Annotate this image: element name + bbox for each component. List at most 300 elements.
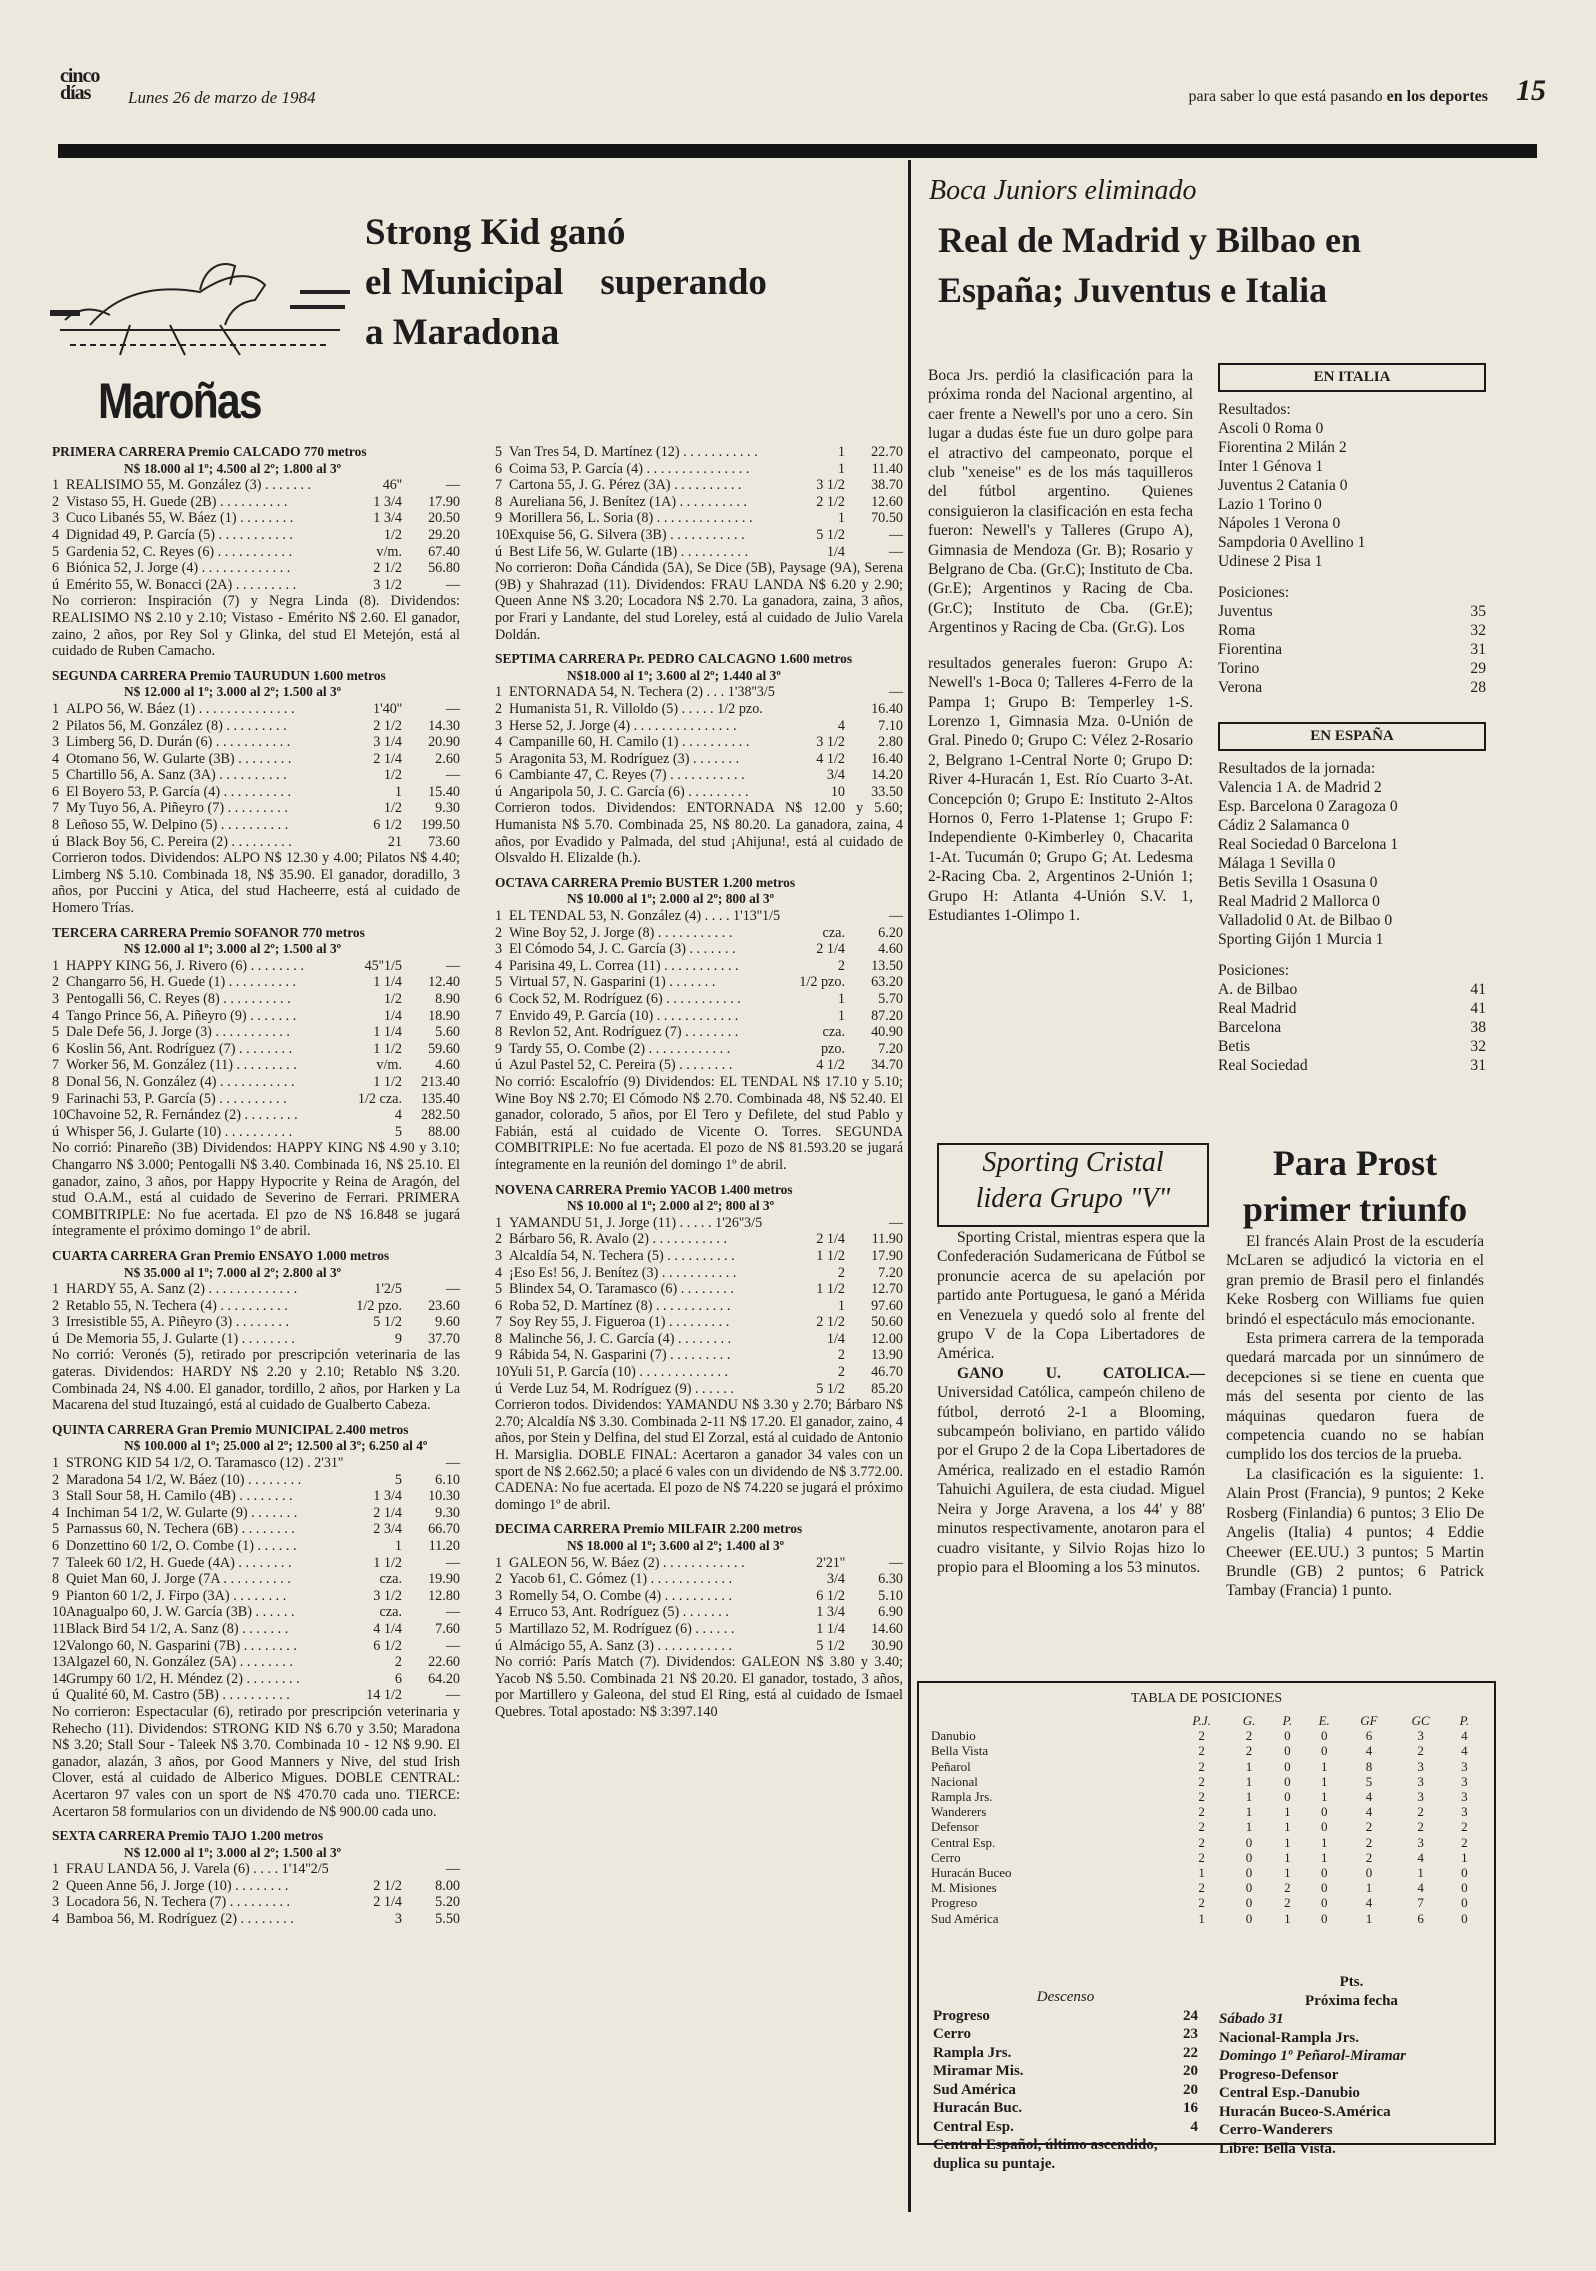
margin: 3 1/2: [816, 477, 845, 494]
race-result-row: [495, 1638, 903, 1655]
horse-jockey: ENTORNADA 54, N. Techera (2) . . . 1'38''3/5: [509, 684, 775, 701]
position-row: [933, 2007, 1198, 2026]
stat-value: 0: [1245, 1849, 1253, 1865]
margin: 6 1/2: [373, 1637, 402, 1654]
race-result-row: [495, 974, 903, 991]
finish-position: 7: [495, 1007, 503, 1024]
horse-jockey: Anagualpo 60, J. W. García (3B) . . . . . .: [66, 1604, 295, 1621]
odds: 2.80: [878, 734, 903, 751]
race-result-row: [52, 1555, 460, 1572]
stat-value: 2: [1245, 1728, 1253, 1744]
stat-value: 1: [1245, 1758, 1253, 1774]
standings-header: [927, 1713, 1482, 1728]
race-heading: PRIMERA CARRERA Premio CALCADO 770 metros: [52, 444, 367, 459]
horse-jockey: HARDY 55, A. Sanz (2) . . . . . . . . . . . . .: [66, 1281, 298, 1298]
odds: 34.70: [871, 1057, 903, 1074]
horse-jockey: Cuco Libanés 55, W. Báez (1) . . . . . . . .: [66, 510, 294, 527]
margin: 2 1/2: [816, 493, 845, 510]
finish-position: 5: [52, 1024, 60, 1041]
col-header: GF: [1360, 1713, 1378, 1728]
odds: —: [445, 1637, 460, 1654]
odds: —: [888, 526, 903, 543]
odds: 15.40: [428, 783, 460, 800]
horse-jockey: Tardy 55, O. Combe (2) . . . . . . . . . . . .: [509, 1040, 731, 1057]
race-result-row: [495, 1008, 903, 1025]
race-heading: SEPTIMA CARRERA Pr. PEDRO CALCAGNO 1.600 metros: [495, 651, 853, 667]
race-prize: N$ 12.000 al 1º; 3.000 al 2º; 1.500 al 3º: [124, 684, 342, 700]
result-line: Sporting Gijón 1 Murcia 1: [1218, 931, 1384, 948]
odds: 12.80: [428, 1587, 460, 1604]
odds: 12.40: [428, 974, 460, 991]
odds: 7.20: [878, 1264, 903, 1281]
stat-value: 1: [1417, 1865, 1424, 1881]
horse-jockey: Best Life 56, W. Gularte (1B) . . . . . . . . . .: [509, 543, 749, 560]
table-row: [927, 1911, 1482, 1926]
margin: 9: [394, 1330, 402, 1347]
odds: 29.20: [428, 526, 460, 543]
horse-jockey: GALEON 56, W. Báez (2) . . . . . . . . . . . .: [509, 1554, 745, 1571]
horse-jockey: Bamboa 56, M. Rodríguez (2) . . . . . . . .: [66, 1911, 294, 1928]
margin: 2: [837, 957, 845, 974]
stat-value: 1: [1320, 1849, 1328, 1865]
finish-position: ú: [495, 783, 503, 800]
odds: 16.40: [871, 750, 903, 767]
margin: 2 1/4: [816, 1231, 845, 1248]
finish-position: 12: [52, 1637, 67, 1654]
finish-position: ú: [495, 1380, 503, 1397]
stat-value: 3: [1417, 1758, 1424, 1774]
horse-jockey: Azul Pastel 52, C. Pereira (5) . . . . . . . .: [509, 1057, 733, 1074]
horse-jockey: Verde Luz 54, M. Rodríguez (9) . . . . . .: [509, 1380, 734, 1397]
finish-position: 3: [52, 991, 60, 1007]
finish-position: 8: [52, 817, 60, 834]
margin: 5 1/2: [816, 1637, 845, 1654]
team-name: Real Madrid: [1218, 1000, 1297, 1017]
table-row: [927, 1850, 1482, 1865]
stat-value: 3: [1461, 1758, 1468, 1774]
horse-jockey: Chartillo 56, A. Sanz (3A) . . . . . . . . . .: [66, 767, 287, 784]
finish-position: ú: [52, 576, 60, 593]
margin: 1: [394, 1538, 402, 1554]
team-name: Cerro: [931, 1849, 961, 1865]
race-notes: No corrió: Escalofrío (9) Dividendos: EL TENDAL N$ 17.10 y 5.10; Wine Boy N$ 2.70; El Cómodo N$ 2.70. Combinada 48, N$ 52.40. El ganador, colorado, 5 años, por El Tero y Defilete, del stud Pablo y Fabián, está al cuidado de Vicente O. Torres. SEGUNDA COMBITRIPLE: No fue acertada. El pozo de N$ 81.593.20 se jugará íntegramente en la reunión del domingo 1º de abril.: [495, 1073, 903, 1173]
race-heading: SEGUNDA CARRERA Premio TAURUDUN 1.600 metros: [52, 667, 386, 683]
finish-position: 6: [495, 767, 503, 784]
odds: 46.70: [871, 1364, 903, 1381]
odds: 11.20: [428, 1538, 460, 1554]
margin: 1 3/4: [373, 493, 402, 510]
horse-jockey: Cartona 55, J. G. Pérez (3A) . . . . . . . . . .: [509, 477, 742, 494]
margin: [797, 684, 845, 701]
page-header: [50, 64, 1546, 107]
finish-position: ú: [52, 833, 60, 850]
horse-jockey: FRAU LANDA 56, J. Varela (6) . . . . 1'14''2/5: [66, 1861, 329, 1878]
table-row: [927, 1895, 1482, 1910]
result-line: Valencia 1 A. de Madrid 2: [1218, 779, 1382, 796]
margin: 2 1/2: [373, 1877, 402, 1894]
stat-value: 7: [1417, 1895, 1424, 1911]
team-points: 24: [1183, 2007, 1198, 2024]
stat-value: 0: [1461, 1880, 1468, 1896]
team-name: Verona: [1218, 679, 1263, 696]
finish-position: 9: [495, 1347, 503, 1364]
odds: 56.80: [428, 560, 460, 577]
finish-position: 1: [52, 477, 60, 494]
race-notes: Corrieron todos. Dividendos: ALPO N$ 12.30 y 4.00; Pilatos N$ 4.40; Limberg N$ 5.10. Combinada 18, N$ 35.90. El ganador, doradillo, 3 años, por Puccini y Atica, del stud Hacheerre, está al cuidado de Homero Trías.: [52, 850, 460, 917]
prost-headline: Para Prost primer triunfo: [1242, 1143, 1468, 1229]
position-row: [1218, 602, 1486, 621]
odds: 213.40: [420, 1073, 460, 1090]
odds: 70.50: [871, 510, 903, 527]
race-result-row: [495, 1215, 903, 1232]
col-header: P.: [1459, 1713, 1470, 1728]
margin: 2 1/4: [373, 1504, 402, 1521]
odds: 14.60: [871, 1620, 903, 1637]
race-result-row: [495, 1231, 903, 1248]
position-row: [1218, 980, 1486, 999]
odds: 9.30: [435, 800, 460, 817]
race-result-row: [52, 544, 460, 561]
odds: —: [445, 700, 460, 717]
race-result-row: [495, 1571, 903, 1588]
espana-results: EN ESPAÑA Resultados de la jornada: Valencia 1 A. de Madrid 2 Esp. Barcelona 0 Zaragoza 0 Cádiz 2 Salamanca 0 Real Sociedad 0 Barcelona 1 Málaga 1 Sevilla 0 Betis Sevilla 1 Osasuna 0 Real Madrid 2 Mallorca 0 Valladolid 0 At. de Bilbao 0 Sporting Gijón 1 Murcia 1 Posiciones: A. de Bilbao 41 Real Madrid 41 Barcelona 38 Betis 32 Real Sociedad 31: [1218, 722, 1486, 1075]
team-name: Central Esp.: [933, 2118, 1014, 2135]
horse-jockey: Limberg 56, D. Durán (6) . . . . . . . . . . .: [66, 734, 291, 751]
result-line: Ascoli 0 Roma 0: [1218, 420, 1324, 437]
horse-jockey: Parisina 49, L. Correa (11) . . . . . . . . . . .: [509, 957, 739, 974]
horse-jockey: Pilatos 56, M. González (8) . . . . . . . . .: [66, 717, 287, 734]
margin: 1 1/2: [816, 1281, 845, 1298]
horse-jockey: Wine Boy 52, J. Jorge (8) . . . . . . . . . . .: [509, 924, 733, 941]
finish-position: 3: [495, 1587, 503, 1604]
odds: 5.10: [878, 1587, 903, 1604]
race-result-row: [52, 1331, 460, 1348]
odds: 5.20: [435, 1894, 460, 1911]
race-result-row: [52, 718, 460, 735]
race-notes: No corrió: París Match (7). Dividendos: GALEON N$ 3.80 y 3.40; Yacob N$ 5.50. Combinada 21 N$ 20.20. El ganador, tostado, 3 años, por Martillero y Galeona, del stud El Ring, está al cuidado de Ismael Quebres. Total apostado: N$ 3:397.140: [495, 1654, 903, 1720]
margin: 3 1/4: [373, 734, 402, 751]
result-line: Udinese 2 Pisa 1: [1218, 553, 1323, 570]
stat-value: 1: [1284, 1849, 1291, 1865]
finish-position: 3: [52, 734, 60, 751]
race-result-row: [495, 1331, 903, 1348]
italia-results: EN ITALIA Resultados: Ascoli 0 Roma 0 Fiorentina 2 Milán 2 Inter 1 Génova 1 Juventus 2 Catania 0 Lazio 1 Torino 0 Nápoles 1 Verona 0 Sampdoria 0 Avellino 1 Udinese 2 Pisa 1 Posiciones: Juventus 35 Roma 32 Fiorentina 31 Torino 29 Verona 28: [1218, 363, 1486, 697]
horse-jockey: Donzettino 60 1/2, O. Combe (1) . . . . . .: [66, 1538, 297, 1554]
race-result-row: [495, 1347, 903, 1364]
stat-value: 1: [1245, 1804, 1253, 1820]
race-result-row: [52, 1074, 460, 1091]
stat-value: 4: [1365, 1789, 1373, 1805]
margin: 2: [837, 1364, 845, 1381]
stat-value: 0: [1320, 1804, 1328, 1820]
margin: 2 1/4: [816, 941, 845, 958]
odds: 14.30: [428, 717, 460, 734]
finish-position: 10: [495, 526, 510, 543]
horse-jockey: Humanista 51, R. Villoldo (5) . . . . . 1/2 pzo.: [509, 700, 763, 717]
odds: —: [445, 1455, 460, 1472]
stat-value: 0: [1245, 1834, 1253, 1850]
race-block: [52, 1248, 460, 1414]
odds: 16.40: [871, 700, 903, 717]
horse-jockey: Cambiante 47, C. Reyes (7) . . . . . . . . . . .: [509, 767, 745, 784]
margin: cza.: [379, 1571, 402, 1588]
next-fixture: Pts. Próxima fecha Sábado 31 Nacional-Rampla Jrs. Domingo 1º Peñarol-Miramar Progreso-Defensor Central Esp.-Danubio Huracán Buceo-S.América Cerro-Wanderers Libre: Bella Vista.: [1219, 1973, 1484, 2158]
margin: 1/2: [383, 800, 402, 817]
finish-position: 1: [52, 700, 60, 717]
odds: 9.30: [435, 1504, 460, 1521]
horse-jockey: Dignidad 49, P. García (5) . . . . . . . . . . .: [66, 526, 293, 543]
odds: 85.20: [871, 1380, 903, 1397]
finish-position: 3: [52, 1314, 60, 1331]
margin: 4: [394, 1107, 402, 1124]
race-prize: N$ 12.000 al 1º; 3.000 al 2º; 1.500 al 3º: [124, 941, 342, 957]
stat-value: 0: [1320, 1910, 1328, 1926]
margin: 1 1/4: [373, 1024, 402, 1041]
stat-value: 2: [1198, 1804, 1205, 1820]
margin: v/m.: [376, 1057, 402, 1074]
position-row: [1218, 1018, 1486, 1037]
finish-position: 8: [495, 493, 503, 510]
finish-position: 6: [495, 1297, 503, 1314]
finish-position: 6: [52, 783, 60, 800]
race-result-row: [495, 1057, 903, 1074]
result-line: Fiorentina 2 Milán 2: [1218, 439, 1347, 456]
odds: 5.60: [435, 1024, 460, 1041]
finish-position: 1: [52, 1281, 60, 1298]
margin: 5 1/2: [816, 1380, 845, 1397]
race-result-row: [52, 1281, 460, 1298]
margin: 1 1/4: [816, 1620, 845, 1637]
horse-jockey: ALPO 56, W. Báez (1) . . . . . . . . . . . . . .: [66, 700, 295, 717]
page-number: 15: [1516, 74, 1546, 107]
italia-box: EN ITALIA: [1218, 363, 1486, 392]
odds: 282.50: [420, 1107, 460, 1124]
prost-article: El francés Alain Prost de la escudería McLaren se adjudicó la victoria en el gran premio de Brasil pero el finlandés Keke Rosberg con Williams fue quien brindó el espectáculo más emocionante. Esta primera carrera de la temporada quedará marcada por un sinnúmero de decepciones si se tiene en cuenta que más del sesenta por ciento de las máquinas quedaron fuera de competencia cuando no se habían cumplido los dos tercios de la prueba. La clasificación es la siguiente: 1. Alain Prost (Francia), 9 puntos; 2 Keke Rosberg (Finlandia) 6 puntos; 3 Elio De Angelis (Italia) 4 puntos; 4 Eddie Cheewer (EE.UU.) 3 puntos; 5 Martin Brundle (GB) 2 puntos; 6 Patrick Tambay (Francia) 1 punto.: [1226, 1233, 1484, 1600]
race-result-row: [495, 1621, 903, 1638]
stat-value: 2: [1198, 1819, 1205, 1835]
finish-position: 7: [52, 800, 60, 817]
margin: 2 1/4: [373, 750, 402, 767]
race-result-row: [52, 974, 460, 991]
race-result-row: [495, 510, 903, 527]
horse-race-illustration: [50, 230, 350, 380]
stat-value: 1: [1245, 1819, 1253, 1835]
margin: 1 3/4: [373, 510, 402, 527]
position-row: [1218, 1037, 1486, 1056]
finish-position: 10: [52, 1604, 67, 1621]
stat-value: 2: [1365, 1849, 1373, 1865]
odds: —: [445, 1281, 460, 1298]
team-name: Nacional: [931, 1773, 978, 1789]
odds: 11.90: [871, 1231, 903, 1248]
odds: 7.60: [435, 1620, 460, 1637]
margin: 1: [837, 1297, 845, 1314]
stat-value: 0: [1461, 1895, 1468, 1911]
race-block: [495, 875, 903, 1174]
team-points: 31: [1470, 641, 1486, 658]
race-prize: N$ 10.000 al 1º; 2.000 al 2º; 800 al 3º: [567, 891, 775, 907]
margin: 1'40'': [373, 700, 402, 717]
race-result-row: [52, 1091, 460, 1108]
horse-jockey: Morillera 56, L. Soria (8) . . . . . . . . . . . . . .: [509, 510, 753, 527]
race-block: [495, 1182, 903, 1514]
col-header: E.: [1318, 1713, 1330, 1728]
odds: 2.60: [435, 750, 460, 767]
team-name: Central Esp.: [931, 1834, 996, 1850]
horse-jockey: EL TENDAL 53, N. González (4) . . . . 1'13''1/5: [509, 908, 781, 925]
finish-position: 9: [495, 1040, 503, 1057]
race-result-row: [495, 958, 903, 975]
result-line: Lazio 1 Torino 0: [1218, 496, 1322, 513]
odds: —: [888, 684, 903, 701]
race-result-row: [52, 1878, 460, 1895]
table-row: [927, 1804, 1482, 1819]
col-header: G.: [1242, 1713, 1256, 1728]
race-notes: No corrieron: Inspiración (7) y Negra Linda (8). Dividendos: REALISIMO N$ 2.10 y 2.10; Vistaso - Emérito N$ 2.60. El ganador, zaino, 2 años, por Rey Sol y Glinka, del stud El Metejón, está al cuidado de Ruben Camacho.: [52, 593, 460, 660]
result-line: Real Madrid 2 Mallorca 0: [1218, 893, 1380, 910]
team-name: Miramar Mis.: [933, 2063, 1024, 2079]
horse-jockey: Biónica 52, J. Jorge (4) . . . . . . . . . . . . .: [66, 560, 291, 577]
position-row: [1218, 999, 1486, 1018]
margin: 5: [394, 1471, 402, 1488]
odds: 5.50: [435, 1911, 460, 1928]
margin: 3 1/2: [816, 734, 845, 751]
race-result-row: [52, 560, 460, 577]
horse-jockey: HAPPY KING 56, J. Rivero (6) . . . . . . . .: [66, 957, 304, 974]
finish-position: 2: [495, 1231, 503, 1248]
odds: 4.60: [878, 941, 903, 958]
odds: 199.50: [420, 817, 460, 834]
race-result-row: [495, 751, 903, 768]
race-result-row: [52, 800, 460, 817]
position-row: [933, 2099, 1198, 2118]
horse-jockey: Whisper 56, J. Gularte (10) . . . . . . . . . .: [66, 1123, 293, 1140]
stat-value: 3: [1417, 1834, 1424, 1850]
margin: 1/2 cza.: [357, 1090, 402, 1107]
race-result-row: [495, 767, 903, 784]
stat-value: 0: [1245, 1865, 1253, 1881]
race-block: [52, 444, 460, 660]
race-result-row: [495, 684, 903, 701]
race-result-row: [495, 527, 903, 544]
odds: —: [888, 1554, 903, 1571]
odds: 6.30: [878, 1571, 903, 1588]
race-result-row: [495, 718, 903, 735]
position-row: [1218, 1056, 1486, 1075]
stat-value: 1: [1284, 1819, 1291, 1835]
finish-position: 4: [52, 1911, 60, 1928]
finish-position: 3: [495, 1247, 503, 1264]
race-result-row: [52, 1671, 460, 1688]
finish-position: 6: [495, 991, 503, 1007]
result-line: Valladolid 0 At. de Bilbao 0: [1218, 912, 1393, 929]
finish-position: 1: [52, 957, 60, 974]
odds: —: [445, 1687, 460, 1704]
race-prize: N$ 100.000 al 1º; 25.000 al 2º; 12.500 al 3º; 6.250 al 4º: [124, 1438, 428, 1454]
team-name: Torino: [1218, 660, 1260, 677]
stat-value: 1: [1461, 1849, 1468, 1865]
col-header: P.J.: [1192, 1713, 1211, 1728]
finish-position: 4: [52, 1504, 60, 1521]
stat-value: 2: [1365, 1819, 1373, 1835]
horse-jockey: Aragonita 53, M. Rodríguez (3) . . . . . . .: [509, 750, 740, 767]
odds: 18.90: [428, 1007, 460, 1024]
margin: 1: [837, 444, 845, 460]
horse-jockey: Black Bird 54 1/2, A. Sanz (8) . . . . . . .: [66, 1620, 289, 1637]
finish-position: 2: [52, 493, 60, 510]
race-prize: N$ 18.000 al 1º; 4.500 al 2º; 1.800 al 3º: [124, 460, 342, 476]
finish-position: 4: [52, 1007, 60, 1024]
team-name: Roma: [1218, 622, 1256, 639]
margin: 14 1/2: [366, 1687, 402, 1704]
margin: [354, 1455, 402, 1472]
horse-jockey: El Boyero 53, P. García (4) . . . . . . . . . .: [66, 783, 291, 800]
race-results-left: [52, 444, 460, 1936]
finish-position: 9: [52, 1587, 60, 1604]
race-result-row: [52, 1041, 460, 1058]
odds: 12.70: [871, 1281, 903, 1298]
race-result-row: [495, 991, 903, 1008]
stat-value: 1: [1320, 1834, 1328, 1850]
race-result-row: [52, 1488, 460, 1505]
finish-position: 8: [495, 1024, 503, 1041]
race-heading: DECIMA CARRERA Premio MILFAIR 2.200 metros: [495, 1521, 803, 1537]
race-result-row: [495, 1248, 903, 1265]
margin: 1 1/2: [373, 1073, 402, 1090]
margin: 6 1/2: [816, 1587, 845, 1604]
odds: 8.00: [435, 1877, 460, 1894]
race-result-row: [52, 1538, 460, 1555]
odds: 22.60: [428, 1654, 460, 1671]
race-notes: No corrió: Pinareño (3B) Dividendos: HAPPY KING N$ 4.90 y 3.10; Changarro N$ 3.000; Pentogalli N$ 3.40. Combinada 16, N$ 25.10. El ganador, zaino, 3 años, por Happy Hypocrite y Reina de Aragón, del stud O.A.M., está al cuidado de Severino de Ferrari. PRIMERA COMBITRIPLE: No fue acertada. El pzo de N$ 16.848 se jugará íntegramente el próximo domingo 1º de abril.: [52, 1140, 460, 1240]
stat-value: 2: [1198, 1834, 1205, 1850]
horse-jockey: Aureliana 56, J. Benítez (1A) . . . . . . . . . .: [509, 493, 747, 510]
stat-value: 3: [1417, 1773, 1424, 1789]
finish-position: 8: [52, 1073, 60, 1090]
margin: 1/2 pzo.: [799, 974, 845, 991]
margin: cza.: [822, 924, 845, 941]
descenso-table: Descenso Progreso 24 Cerro 23 Rampla Jrs. 22 Miramar Mis. 20 Sud América 20 Huracán Buc. 16 Central Esp. 4 Central Español, último ascendido, duplica su puntaje.: [933, 1989, 1198, 2172]
horse-jockey: Black Boy 56, C. Pereira (2) . . . . . . . . .: [66, 833, 292, 850]
team-points: 35: [1470, 603, 1486, 620]
margin: [797, 908, 845, 925]
race-result-row: [495, 1298, 903, 1315]
race-block: [52, 668, 460, 917]
odds: 14.20: [871, 767, 903, 784]
race-heading: QUINTA CARRERA Gran Premio MUNICIPAL 2.400 metros: [52, 1421, 409, 1437]
odds: —: [445, 1554, 460, 1571]
finish-position: ú: [495, 543, 503, 560]
finish-position: ú: [495, 1057, 503, 1074]
finish-position: 2: [495, 700, 503, 717]
odds: —: [445, 477, 460, 494]
finish-position: 8: [495, 1330, 503, 1347]
odds: 19.90: [428, 1571, 460, 1588]
team-name: Sud América: [933, 2081, 1016, 2098]
finish-position: 4: [495, 1604, 503, 1621]
odds: 88.00: [428, 1123, 460, 1140]
result-line: Progreso-Defensor: [1219, 2066, 1339, 2083]
odds: 12.60: [871, 493, 903, 510]
horse-jockey: Alcaldía 54, N. Techera (5) . . . . . . . . . .: [509, 1247, 735, 1264]
horse-jockey: Vistaso 55, H. Guede (2B) . . . . . . . . . .: [66, 493, 288, 510]
race-prize: N$ 12.000 al 1º; 3.000 al 2º; 1.500 al 3º: [124, 1844, 342, 1860]
position-row: [1218, 621, 1486, 640]
margin: 1/4: [826, 543, 845, 560]
race-prize: N$ 10.000 al 1º; 2.000 al 2º; 800 al 3º: [567, 1198, 775, 1214]
standings-box: [917, 1681, 1496, 2172]
odds: 6.20: [878, 924, 903, 941]
